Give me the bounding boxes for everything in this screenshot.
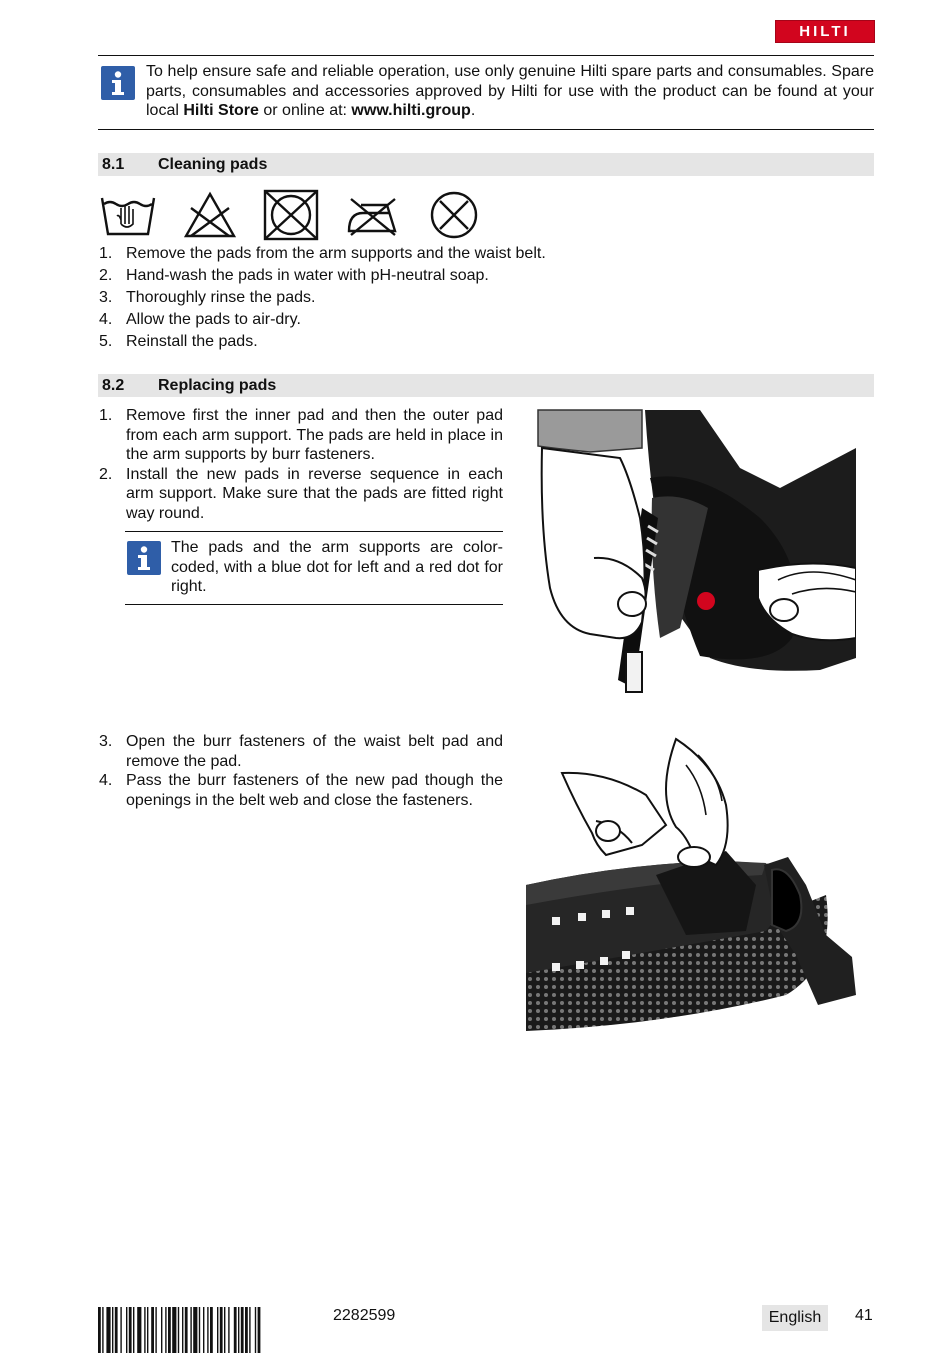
doc-number: 2282599 [333, 1307, 396, 1324]
cleaning-steps-list [99, 243, 659, 353]
barcode-bar [224, 1307, 225, 1353]
barcode-bar [182, 1307, 183, 1353]
replacing-steps-list-a [99, 406, 503, 523]
step-text: Thoroughly rinse the pads. [126, 289, 316, 306]
no-ironing-icon [343, 193, 403, 244]
page-number: 41 [855, 1307, 873, 1324]
barcode-bar [112, 1307, 113, 1353]
barcode-bar [165, 1307, 166, 1353]
arm-support-pad-illustration [530, 408, 856, 705]
language-label: English [762, 1305, 828, 1331]
step-text: Open the burr fasteners of the waist belt pad and remove the pad. [126, 733, 503, 770]
step-number: 4. [99, 311, 113, 328]
barcode-bar [147, 1307, 148, 1353]
step-text: Reinstall the pads. [126, 333, 258, 350]
barcode-bar [151, 1307, 154, 1353]
barcode-bar [106, 1307, 110, 1353]
top-note-text-pre: To help ensure safe and reliable operation, use only genuine Hilti spare parts and consumables. Spare parts, consumables and accessories approved by Hilti for use with the product can be found at your local [146, 63, 874, 119]
step-number: 5. [99, 333, 113, 350]
top-note-rule-top [98, 55, 874, 56]
list-item [99, 243, 659, 265]
barcode-bar [172, 1307, 176, 1353]
barcode-bar [155, 1307, 156, 1353]
section-heading-8-1 [98, 153, 874, 176]
step-number: 2. [99, 465, 113, 483]
info-icon [101, 66, 135, 100]
waist-belt-pad-illustration [526, 735, 856, 1038]
barcode-bar [126, 1307, 127, 1353]
step-text: Remove the pads from the arm supports and the waist belt. [126, 245, 546, 262]
barcode-bar [210, 1307, 213, 1353]
barcode-bar [258, 1307, 261, 1353]
barcode-bar [144, 1307, 145, 1353]
barcode-bar [255, 1307, 256, 1353]
barcode-bar [185, 1307, 188, 1353]
barcode-bar [238, 1307, 239, 1353]
barcode-bar [245, 1307, 248, 1353]
logo-text: HILTI [799, 23, 851, 40]
section-title: Replacing pads [158, 377, 277, 394]
section-number: 8.2 [102, 377, 125, 394]
top-note-text-mid: or online at: [258, 102, 352, 119]
barcode-bar [249, 1307, 250, 1353]
step-text: Remove first the inner pad and then the outer pad from each arm support. The pads are held in place in the arm supports by burr fasteners. [126, 407, 503, 463]
step-text: Install the new pads in reverse sequence in each arm support. Make sure that the pads are fitted right way round. [126, 465, 503, 522]
barcode-bar [161, 1307, 162, 1353]
list-item [99, 309, 659, 331]
barcode-bar [133, 1307, 134, 1353]
step-text: Hand-wash the pads in water with pH-neutral soap. [126, 267, 489, 284]
section-title: Cleaning pads [158, 156, 268, 173]
barcode-bar [102, 1307, 103, 1353]
step-number: 4. [99, 772, 113, 789]
hilti-store-label: Hilti Store [183, 102, 259, 119]
info-icon [127, 541, 161, 575]
barcode-bar [137, 1307, 141, 1353]
step-number: 1. [99, 245, 113, 262]
color-note-rule-top [125, 531, 503, 532]
hilti-logo [775, 20, 875, 43]
barcode-bar [193, 1307, 197, 1353]
list-item [99, 331, 659, 353]
barcode-bar [241, 1307, 244, 1353]
barcode-bar [190, 1307, 191, 1353]
color-note-rule-bottom [125, 604, 503, 605]
list-item [99, 771, 503, 810]
barcode-bar [220, 1307, 223, 1353]
section-number: 8.1 [102, 156, 125, 173]
replacing-steps-list-b [99, 732, 503, 810]
barcode-bar [217, 1307, 218, 1353]
list-item [99, 406, 503, 465]
step-number: 3. [99, 289, 113, 306]
list-item [99, 265, 659, 287]
barcode-bar [199, 1307, 200, 1353]
step-text: Allow the pads to air-dry. [126, 311, 301, 328]
barcode-bar [234, 1307, 237, 1353]
barcode-bar [203, 1307, 204, 1353]
no-tumble-dry-icon [261, 189, 321, 246]
barcode [98, 1307, 324, 1358]
top-note-text-end: . [470, 102, 476, 119]
step-text: Pass the burr fasteners of the new pad though the openings in the belt web and close the fasteners. [126, 772, 503, 809]
barcode-bar [207, 1307, 208, 1353]
step-number: 2. [99, 267, 113, 284]
top-note-text [146, 62, 874, 121]
step-number: 1. [99, 407, 113, 424]
barcode-bar [98, 1307, 101, 1353]
section-heading-8-2 [98, 374, 874, 397]
barcode-bar [129, 1307, 132, 1353]
barcode-bar [178, 1307, 179, 1353]
top-note-rule-bottom [98, 129, 874, 130]
no-dry-clean-icon [428, 190, 480, 245]
barcode-bar [228, 1307, 229, 1353]
barcode-bar [115, 1307, 118, 1353]
list-item [99, 287, 659, 309]
list-item [99, 465, 503, 524]
hand-wash-icon [99, 190, 157, 245]
no-bleach-icon [183, 190, 237, 245]
list-item [99, 732, 503, 771]
hilti-url-link[interactable]: www.hilti.group [351, 102, 471, 119]
barcode-bar [168, 1307, 171, 1353]
barcode-bar [120, 1307, 121, 1353]
step-number: 3. [99, 733, 113, 750]
color-code-note: The pads and the arm supports are color-coded, with a blue dot for left and a red dot for right. [171, 539, 503, 595]
